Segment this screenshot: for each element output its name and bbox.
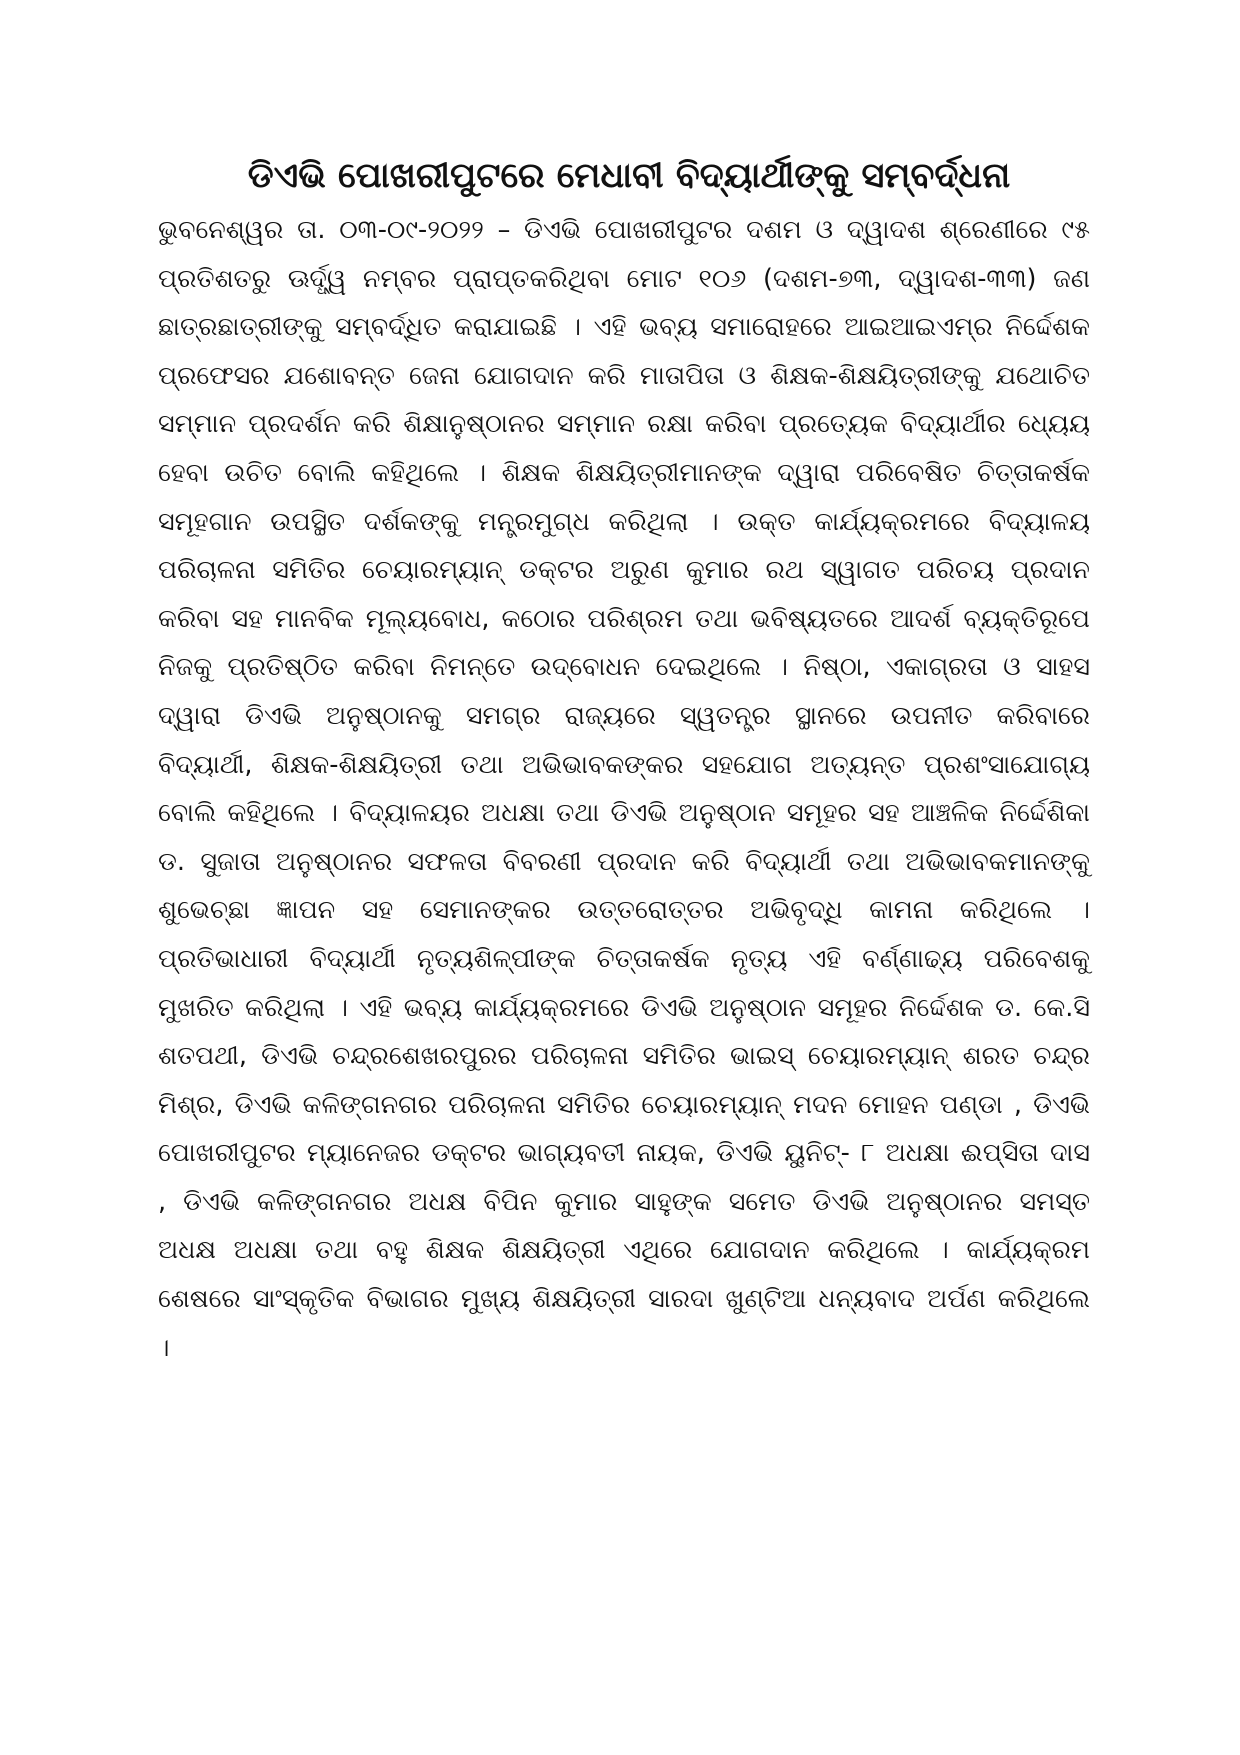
document-title: ଡିଏଭି ପୋଖରୀପୁଟରେ ମେଧାବୀ ବିଦ୍ୟାର୍ଥୀଙ୍କୁ ସମ୍ବର୍ଦ୍ଧନା	[247, 156, 1011, 196]
document-body-paragraph: ଭୁବନେଶ୍ୱର ତା. ୦୩-୦୯-୨୦୨୨ – ଡିଏଭି ପୋଖରୀପୁଟର ଦଶମ ଓ ଦ୍ୱାଦଶ ଶ୍ରେଣୀରେ ୯୫ ପ୍ରତିଶତରୁ ଊର୍ଦ୍ଧ୍ୱ ନମ୍ବର ପ୍ରାପ୍ତକରିଥିବା ମୋଟ ୧୦୬ (ଦଶମ-୭୩, ଦ୍ୱାଦଶ-୩୩) ଜଣ ଛାତ୍ରଛାତ୍ରୀଙ୍କୁ ସମ୍ବର୍ଦ୍ଧିତ କରାଯାଇଛି । ଏହି ଭବ୍ୟ ସମାରୋହରେ ଆଇଆଇଏମ୍‌ର ନିର୍ଦ୍ଦେଶକ ପ୍ରଫେସର ଯଶୋବନ୍ତ ଜେନା ଯୋଗଦାନ କରି ମାତାପିତା ଓ ଶିକ୍ଷକ-ଶିକ୍ଷୟିତ୍ରୀଙ୍କୁ ଯଥୋଚିତ ସମ୍ମାନ ପ୍ରଦର୍ଶନ କରି ଶିକ୍ଷାନୁଷ୍ଠାନର ସମ୍ମାନ ରକ୍ଷା କରିବା ପ୍ରତ୍ୟେକ ବିଦ୍ୟାର୍ଥୀର ଧ୍ୟେୟ ହେବା ଉଚିତ ବୋଲି କହିଥିଲେ । ଶିକ୍ଷକ ଶିକ୍ଷୟିତ୍ରୀମାନଙ୍କ ଦ୍ୱାରା ପରିବେଷିତ ଚିତ୍ତାକର୍ଷକ ସମୂହଗାନ ଉପସ୍ଥିତ ଦର୍ଶକଙ୍କୁ ମନ୍ତ୍ରମୁଗ୍ଧ କରିଥିଲା । ଉକ୍ତ କାର୍ଯ୍ୟକ୍ରମରେ ବିଦ୍ୟାଳୟ ପରିଚାଳନା ସମିତିର ଚେୟାରମ୍ୟାନ୍ ଡକ୍ଟର ଅରୁଣ କୁମାର ରଥ ସ୍ୱାଗତ ପରିଚୟ ପ୍ରଦାନ କରିବା ସହ ମାନବିକ ମୂଲ୍ୟବୋଧ, କଠୋର ପରିଶ୍ରମ ତଥା ଭବିଷ୍ୟତରେ ଆଦର୍ଶ ବ୍ୟକ୍ତିରୂପେ ନିଜକୁ ପ୍ରତିଷ୍ଠିତ କରିବା ନିମନ୍ତେ ଉଦ୍‌ବୋଧନ ଦେଇଥିଲେ । ନିଷ୍ଠା, ଏକାଗ୍ରତା ଓ ସାହସ ଦ୍ୱାରା ଡିଏଭି ଅନୁଷ୍ଠାନକୁ ସମଗ୍ର ରାଜ୍ୟରେ ସ୍ୱତନ୍ତ୍ର ସ୍ଥାନରେ ଉପନୀତ କରିବାରେ ବିଦ୍ୟାର୍ଥୀ, ଶିକ୍ଷକ-ଶିକ୍ଷୟିତ୍ରୀ ତଥା ଅଭିଭାବକଙ୍କର ସହଯୋଗ ଅତ୍ୟନ୍ତ ପ୍ରଶଂସାଯୋଗ୍ୟ ବୋଲି କହିଥିଲେ । ବିଦ୍ୟାଳୟର ଅଧକ୍ଷା ତଥା ଡିଏଭି ଅନୁଷ୍ଠାନ ସମୂହର ସହ ଆଞ୍ଚଳିକ ନିର୍ଦ୍ଦେଶିକା ଡ. ସୁଜାତା ଅନୁଷ୍ଠାନର ସଫଳତା ବିବରଣୀ ପ୍ରଦାନ କରି ବିଦ୍ୟାର୍ଥୀ ତଥା ଅଭିଭାବକମାନଙ୍କୁ ଶୁଭେଚ୍ଛା ଜ୍ଞାପନ ସହ ସେମାନଙ୍କର ଉତ୍ତରୋତ୍ତର ଅଭିବୃଦ୍ଧି କାମନା କରିଥିଲେ । ପ୍ରତିଭାଧାରୀ ବିଦ୍ୟାର୍ଥୀ ନୃତ୍ୟଶିଳ୍ପୀଙ୍କ ଚିତ୍ତାକର୍ଷକ ନୃତ୍ୟ ଏହି ବର୍ଣ୍ଣାଢ୍ୟ ପରିବେଶକୁ ମୁଖରିତ କରିଥିଲା । ଏହି ଭବ୍ୟ କାର୍ଯ୍ୟକ୍ରମରେ ଡିଏଭି ଅନୁଷ୍ଠାନ ସମୂହର ନିର୍ଦ୍ଦେଶକ ଡ. କେ.ସି ଶତପଥୀ, ଡିଏଭି ଚନ୍ଦ୍ରଶେଖରପୁରର ପରିଚାଳନା ସମିତିର ଭାଇସ୍ ଚେୟାରମ୍ୟାନ୍ ଶରତ ଚନ୍ଦ୍ର ମିଶ୍ର, ଡିଏଭି କଳିଙ୍ଗନଗର ପରିଚାଳନା ସମିତିର ଚେୟାରମ୍ୟାନ୍ ମଦନ ମୋହନ ପଣ୍ଡା , ଡିଏଭି ପୋଖରୀପୁଟର ମ୍ୟାନେଜର ଡକ୍ଟର ଭାଗ୍ୟବତୀ ନାୟକ, ଡିଏଭି ୟୁନିଟ୍- ୮ ଅଧକ୍ଷା ଈପ୍‌ସିତା ଦାସ , ଡିଏଭି କଳିଙ୍ଗନଗର ଅଧକ୍ଷ ବିପିନ କୁମାର ସାହୁଙ୍କ ସମେତ ଡିଏଭି ଅନୁଷ୍ଠାନର ସମସ୍ତ ଅଧକ୍ଷ ଅଧକ୍ଷା ତଥା ବହୁ ଶିକ୍ଷକ ଶିକ୍ଷୟିତ୍ରୀ ଏଥିରେ ଯୋଗଦାନ କରିଥିଲେ । କାର୍ଯ୍ୟକ୍ରମ ଶେଷରେ ସାଂସ୍କୃତିକ ବିଭାଗର ମୁଖ୍ୟ ଶିକ୍ଷୟିତ୍ରୀ ସାରଦା ଖୁଣ୍ଟିଆ ଧନ୍ୟବାଦ ଅର୍ପଣ କରିଥିଲେ ।	[158, 215, 1090, 1363]
